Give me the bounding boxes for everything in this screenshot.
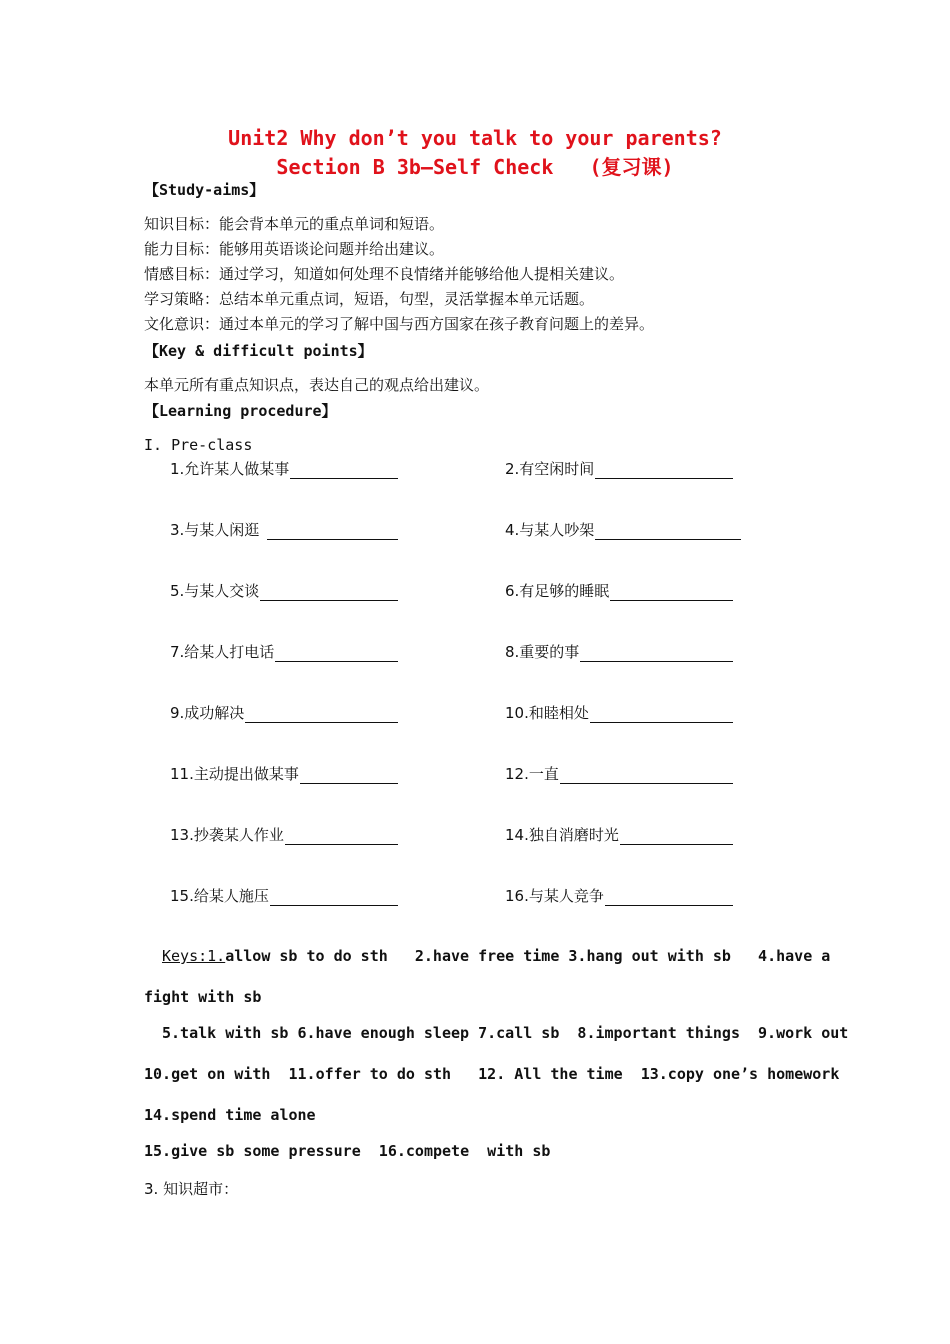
keys-line-3: 5.talk with sb 6.have enough sleep 7.call sb 8.important things 9.work out <box>162 1024 849 1042</box>
answer-blank[interactable] <box>580 646 733 662</box>
answer-blank[interactable] <box>245 707 398 723</box>
title-line-1: Unit2 Why don’t you talk to your parents? <box>228 126 722 150</box>
keys-line-2: fight with sb <box>144 988 262 1006</box>
answer-blank[interactable] <box>275 646 398 662</box>
vocab-item-5: 5.与某人交谈 <box>170 580 398 601</box>
study-aim-knowledge: 知识目标：能会背本单元的重点单词和短语。 <box>144 215 445 233</box>
study-aim-ability: 能力目标：能够用英语谈论问题并给出建议。 <box>144 240 445 258</box>
vocab-item-6: 6.有足够的睡眠 <box>505 580 733 601</box>
study-aim-emotion: 情感目标：通过学习，知道如何处理不良情绪并能够给他人提相关建议。 <box>144 265 625 283</box>
keys-line-1 <box>162 947 830 965</box>
answer-blank[interactable] <box>267 524 398 540</box>
answer-blank[interactable] <box>620 829 733 845</box>
answer-blank[interactable] <box>270 890 398 906</box>
vocab-item-10: 10.和睦相处 <box>505 702 733 723</box>
vocab-item-2: 2.有空闲时间 <box>505 458 733 479</box>
vocab-item-8: 8.重要的事 <box>505 641 733 662</box>
vocab-item-14: 14.独自消磨时光 <box>505 824 733 845</box>
answer-blank[interactable] <box>290 463 398 479</box>
study-aim-strategy: 学习策略：总结本单元重点词，短语，句型，灵活掌握本单元话题。 <box>144 290 595 308</box>
answer-blank[interactable] <box>260 585 398 601</box>
vocab-item-16: 16.与某人竞争 <box>505 885 733 906</box>
study-aims-heading: 【Study-aims】 <box>144 181 265 199</box>
vocab-item-4: 4.与某人吵架 <box>505 519 741 540</box>
keys-label: Keys:1. <box>162 947 226 965</box>
vocab-item-9: 9.成功解决 <box>170 702 398 723</box>
study-aim-culture: 文化意识：通过本单元的学习了解中国与西方国家在孩子教育问题上的差异。 <box>144 315 655 333</box>
preclass-heading: I. Pre-class <box>144 436 253 454</box>
keys-line-4: 10.get on with 11.offer to do sth 12. All the time 13.copy one’s homework <box>144 1065 840 1083</box>
key-points-text: 本单元所有重点知识点，表达自己的观点给出建议。 <box>144 376 490 394</box>
keys-line-5: 14.spend time alone <box>144 1106 316 1124</box>
answer-blank[interactable] <box>605 890 733 906</box>
vocab-item-3: 3.与某人闲逛 <box>170 519 398 540</box>
title-line-2: Section B 3b—Self Check (复习课) <box>276 155 674 179</box>
keys-line-1-text: allow sb to do sth 2.have free time 3.hang out with sb 4.have a <box>225 947 831 965</box>
key-points-heading: 【Key & difficult points】 <box>144 342 373 360</box>
vocab-item-11: 11.主动提出做某事 <box>170 763 398 784</box>
section-3-heading: 3. 知识超市： <box>144 1180 239 1198</box>
vocab-item-15: 15.给某人施压 <box>170 885 398 906</box>
answer-blank[interactable] <box>610 585 733 601</box>
answer-blank[interactable] <box>595 463 733 479</box>
answer-blank[interactable] <box>285 829 398 845</box>
vocab-item-1: 1.允许某人做某事 <box>170 458 398 479</box>
vocab-item-7: 7.给某人打电话 <box>170 641 398 662</box>
answer-blank[interactable] <box>300 768 398 784</box>
procedure-heading: 【Learning procedure】 <box>144 402 337 420</box>
answer-blank[interactable] <box>560 768 733 784</box>
answer-blank[interactable] <box>595 524 741 540</box>
vocab-item-12: 12.一直 <box>505 763 733 784</box>
answer-blank[interactable] <box>590 707 733 723</box>
keys-line-6: 15.give sb some pressure 16.compete with sb <box>144 1142 551 1160</box>
vocab-item-13: 13.抄袭某人作业 <box>170 824 398 845</box>
